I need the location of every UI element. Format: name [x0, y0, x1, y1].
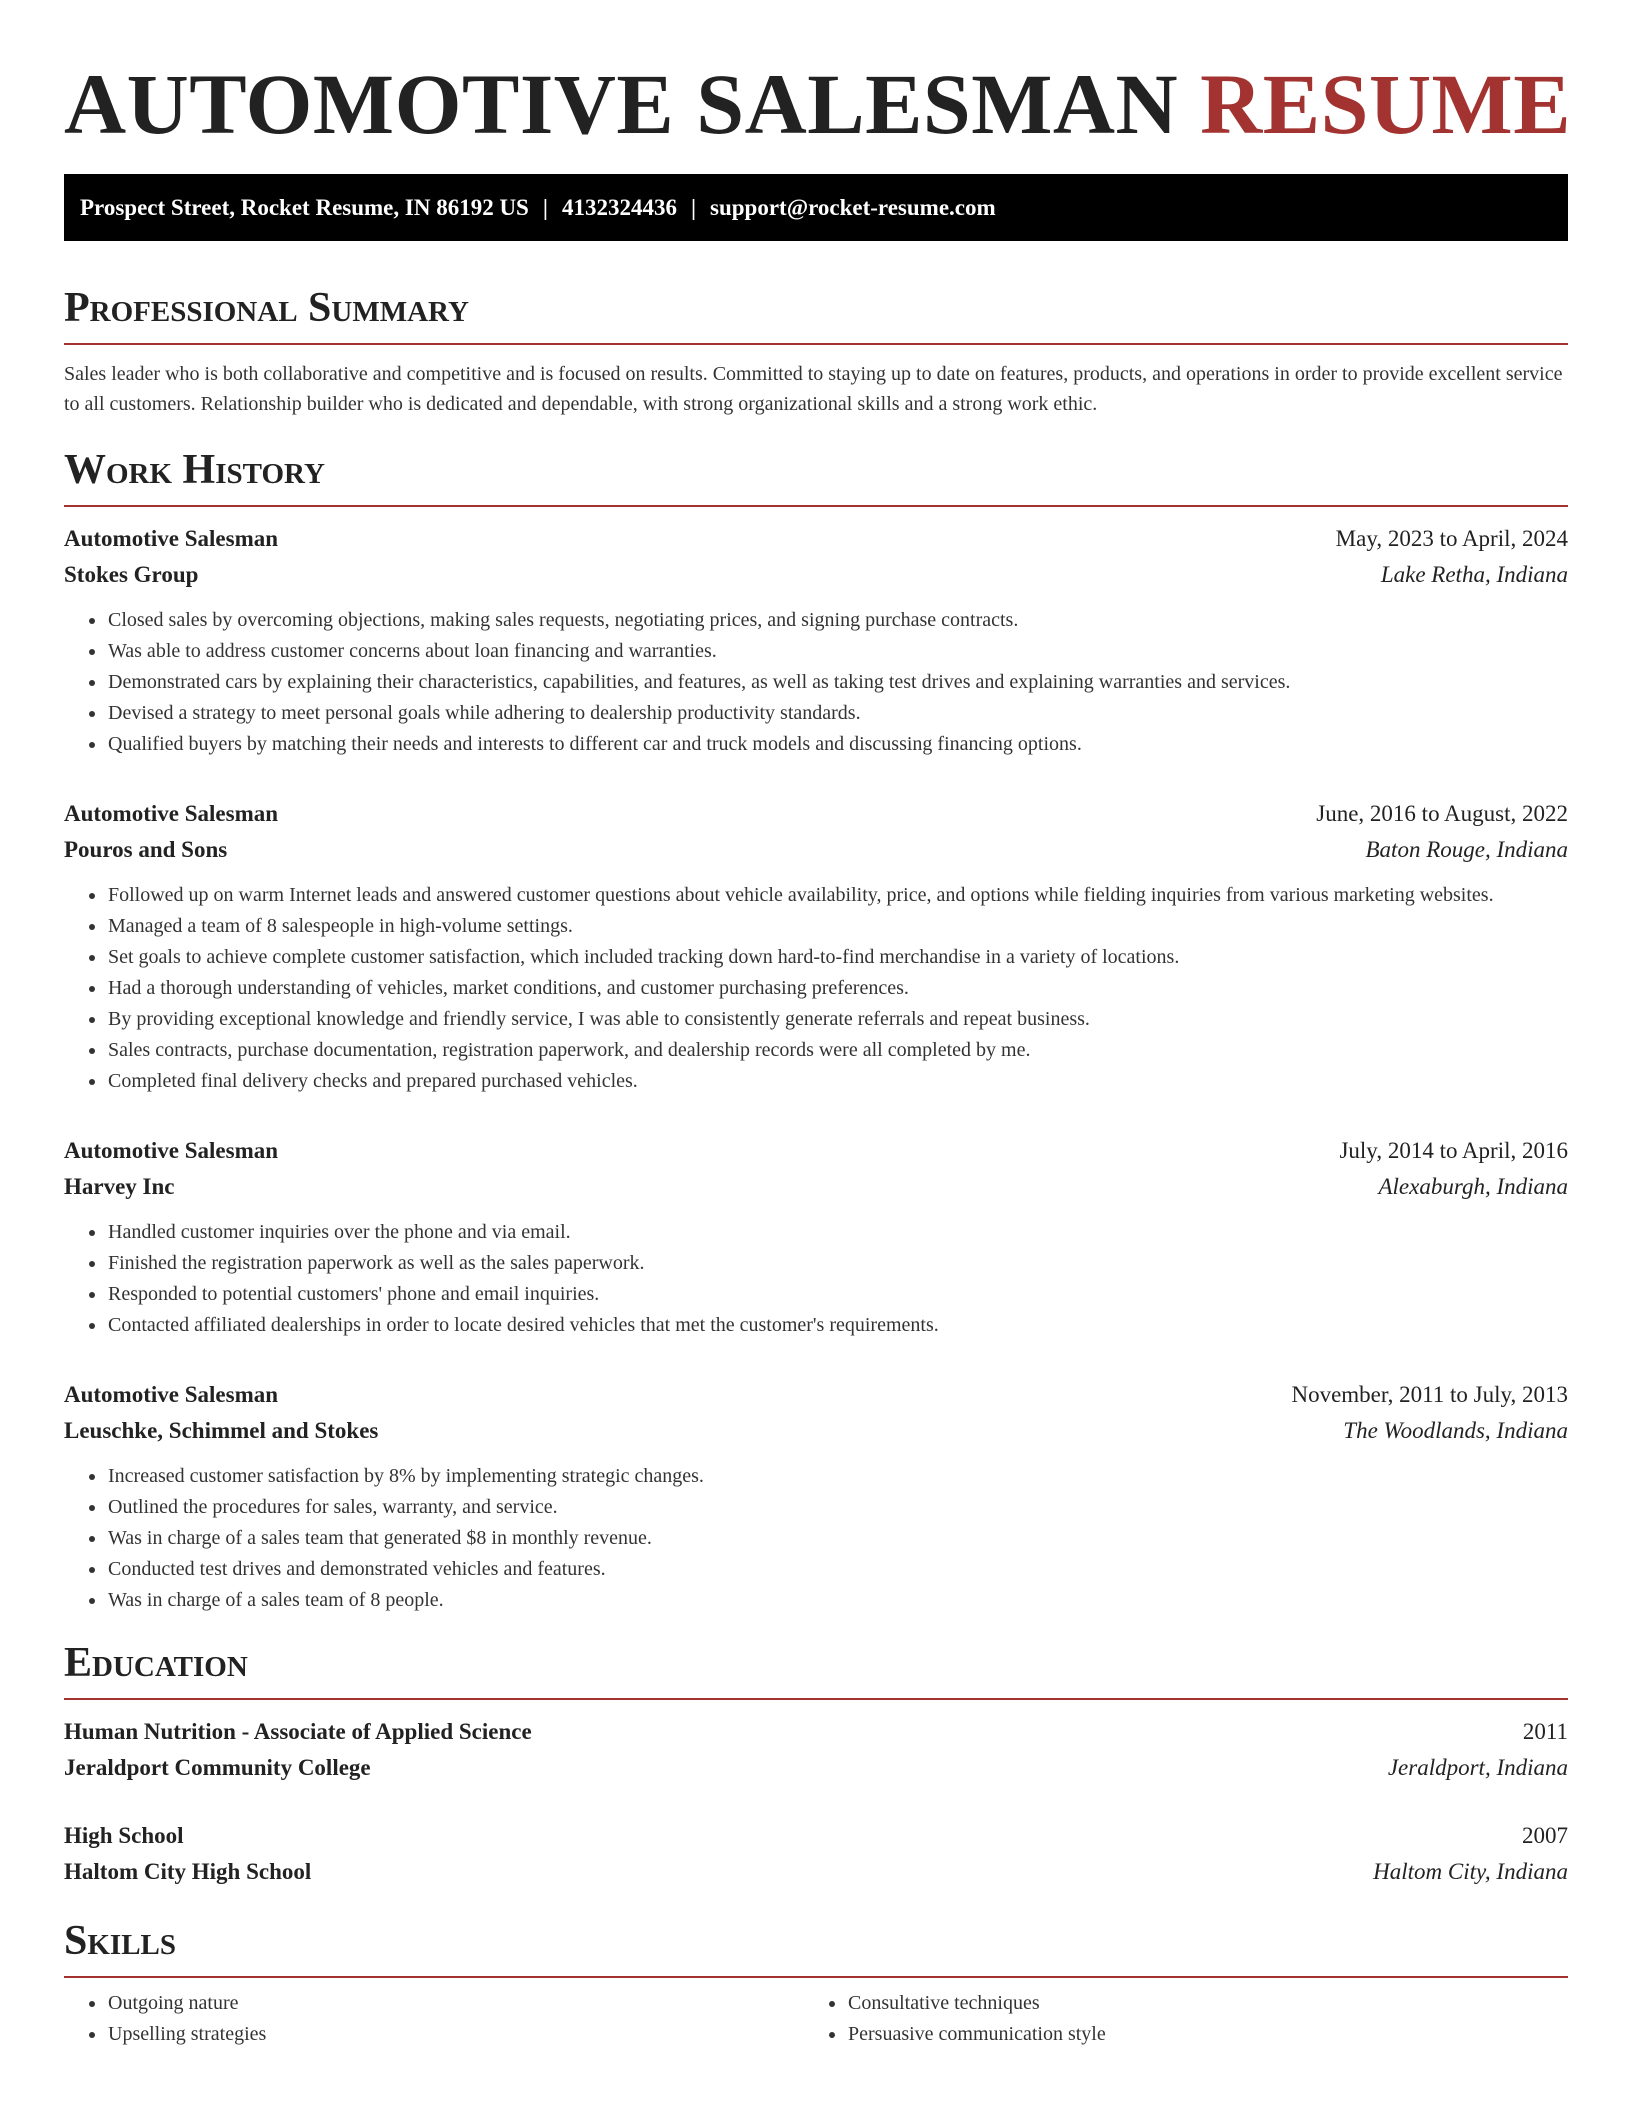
job-bullets	[64, 1217, 1568, 1341]
job-bullet: • Responded to potential customers' phone and email inquiries.	[107, 1279, 1568, 1310]
job-bullet: • Managed a team of 8 salespeople in high-volume settings.	[107, 911, 1568, 942]
job-company-row	[64, 557, 1568, 593]
job-entry	[64, 521, 1568, 760]
job-title: Automotive Salesman	[64, 1138, 279, 1163]
job-bullet: • Increased customer satisfaction by 8% by implementing strategic changes.	[107, 1461, 1568, 1492]
job-location: Baton Rouge, Indiana	[1365, 837, 1568, 862]
job-company-row	[64, 1169, 1568, 1205]
job-bullet: • Closed sales by overcoming objections, making sales requests, negotiating prices, and signing purchase contracts.	[107, 605, 1568, 636]
job-bullets	[64, 880, 1568, 1097]
education-entry	[64, 1818, 1568, 1890]
job-location: Alexaburgh, Indiana	[1378, 1174, 1568, 1199]
job-company-row	[64, 832, 1568, 868]
contact-separator: |	[542, 194, 548, 220]
job-dates: May, 2023 to April, 2024	[1335, 526, 1568, 551]
skills-bullets	[804, 1988, 1544, 2050]
education-school-row	[64, 1750, 1568, 1786]
summary-text: Sales leader who is both collaborative and competitive and is focused on results. Committed to staying up to date on features, products, and operations in order to provide excellent service to all customers. Relationship builder who is dedicated and dependable, with strong organizational skills and a strong work ethic.	[64, 363, 1563, 415]
skills-heading: Skills	[64, 1916, 1568, 1978]
job-bullet: • Had a thorough understanding of vehicles, market conditions, and customer purchasing preferences.	[107, 973, 1568, 1004]
job-location: The Woodlands, Indiana	[1343, 1418, 1568, 1443]
job-company: Harvey Inc	[64, 1174, 175, 1199]
education-location: Haltom City, Indiana	[1373, 1859, 1568, 1884]
job-title-row	[64, 1377, 1568, 1413]
job-bullet: • Followed up on warm Internet leads and answered customer questions about vehicle availability, price, and options while fielding inquiries from various marketing websites.	[107, 880, 1568, 911]
job-dates: June, 2016 to August, 2022	[1316, 801, 1568, 826]
contact-phone: 4132324436	[561, 194, 677, 220]
skills-list	[64, 1988, 1568, 2050]
summary-heading: Professional Summary	[64, 283, 1568, 345]
job-title-row	[64, 796, 1568, 832]
job-title: Automotive Salesman	[64, 526, 279, 551]
skills-column-right	[804, 1988, 1544, 2050]
job-title: Automotive Salesman	[64, 1382, 279, 1407]
job-bullet: • Sales contracts, purchase documentation, registration paperwork, and dealership records were all completed by me.	[107, 1035, 1568, 1066]
job-bullet: • Was able to address customer concerns about loan financing and warranties.	[107, 636, 1568, 667]
education-entry	[64, 1714, 1568, 1786]
job-title-row	[64, 1133, 1568, 1169]
job-bullet: • Conducted test drives and demonstrated vehicles and features.	[107, 1554, 1568, 1585]
education-school-row	[64, 1854, 1568, 1890]
job-dates: November, 2011 to July, 2013	[1291, 1382, 1568, 1407]
job-dates: July, 2014 to April, 2016	[1339, 1138, 1568, 1163]
skill-item: • Consultative techniques	[847, 1988, 1544, 2019]
job-company: Leuschke, Schimmel and Stokes	[64, 1418, 379, 1443]
skills-bullets	[64, 1988, 804, 2050]
skill-item: • Outgoing nature	[107, 1988, 804, 2019]
contact-separator: |	[690, 194, 697, 220]
job-bullet: • Was in charge of a sales team that generated $8 in monthly revenue.	[107, 1523, 1568, 1554]
job-location: Lake Retha, Indiana	[1380, 562, 1568, 587]
job-entry	[64, 1377, 1568, 1616]
job-bullet: • Set goals to achieve complete customer satisfaction, which included tracking down hard-to-find merchandise in a variety of locations.	[107, 942, 1568, 973]
title-accent: RESUME	[1200, 56, 1572, 152]
education-year: 2011	[1522, 1719, 1568, 1744]
job-bullets	[64, 1461, 1568, 1616]
job-bullet: • Handled customer inquiries over the phone and via email.	[107, 1217, 1568, 1248]
job-bullet: • Contacted affiliated dealerships in order to locate desired vehicles that met the customer's requirements.	[107, 1310, 1568, 1341]
job-company: Stokes Group	[64, 562, 199, 587]
contact-address: Prospect Street, Rocket Resume, IN 86192 US	[80, 194, 529, 220]
education-heading: Education	[64, 1638, 1568, 1700]
resume-title	[64, 0, 1572, 154]
job-bullet: • Outlined the procedures for sales, warranty, and service.	[107, 1492, 1568, 1523]
education-degree: High School	[64, 1823, 184, 1848]
job-bullet: • Was in charge of a sales team of 8 people.	[107, 1585, 1568, 1616]
contact-email: support@rocket-resume.com	[710, 194, 996, 220]
education-location: Jeraldport, Indiana	[1387, 1755, 1568, 1780]
resume-page	[64, 0, 1572, 2050]
job-bullets	[64, 605, 1568, 760]
title-main: AUTOMOTIVE SALESMAN	[64, 56, 1179, 152]
education-degree-row	[64, 1818, 1568, 1854]
job-company: Pouros and Sons	[64, 837, 228, 862]
job-bullet: • Devised a strategy to meet personal goals while adhering to dealership productivity standards.	[107, 698, 1568, 729]
job-company-row	[64, 1413, 1568, 1449]
job-title-row	[64, 521, 1568, 557]
education-degree: Human Nutrition - Associate of Applied Science	[64, 1719, 532, 1744]
contact-bar	[64, 174, 1568, 241]
job-bullet: • Completed final delivery checks and prepared purchased vehicles.	[107, 1066, 1568, 1097]
education-school: Haltom City High School	[64, 1859, 312, 1884]
job-bullet: • Demonstrated cars by explaining their characteristics, capabilities, and features, as well as taking test drives and explaining warranties and services.	[107, 667, 1568, 698]
skills-column-left	[64, 1988, 804, 2050]
education-school: Jeraldport Community College	[64, 1755, 371, 1780]
job-entry	[64, 796, 1568, 1097]
work-history-heading: Work History	[64, 445, 1568, 507]
job-title: Automotive Salesman	[64, 801, 279, 826]
skill-item: • Upselling strategies	[107, 2019, 804, 2050]
job-entry	[64, 1133, 1568, 1341]
skill-item: • Persuasive communication style	[847, 2019, 1544, 2050]
job-bullet: • Finished the registration paperwork as well as the sales paperwork.	[107, 1248, 1568, 1279]
job-bullet: • Qualified buyers by matching their needs and interests to different car and truck models and discussing financing options.	[107, 729, 1568, 760]
education-degree-row	[64, 1714, 1568, 1750]
education-year: 2007	[1522, 1823, 1568, 1848]
job-bullet: • By providing exceptional knowledge and friendly service, I was able to consistently generate referrals and repeat business.	[107, 1004, 1568, 1035]
